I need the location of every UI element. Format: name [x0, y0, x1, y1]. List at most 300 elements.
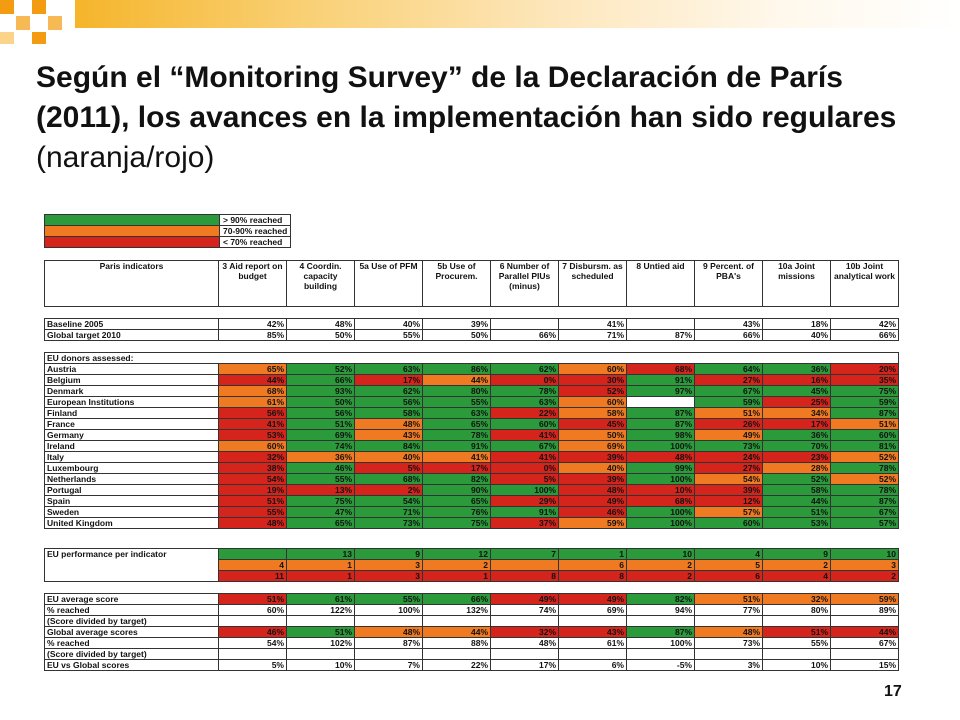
table-row — [45, 605, 899, 616]
data-cell: 52% — [287, 364, 355, 375]
data-cell: 48% — [355, 419, 423, 430]
data-cell: 67% — [831, 638, 899, 649]
data-cell: 16% — [763, 375, 831, 386]
performance-cell: 6 — [559, 560, 627, 571]
data-cell: 58% — [559, 408, 627, 419]
performance-cell: 11 — [219, 571, 287, 582]
table-row — [45, 649, 899, 660]
data-cell — [831, 649, 899, 660]
data-cell: 68% — [355, 474, 423, 485]
data-cell: 52% — [763, 474, 831, 485]
table-row — [45, 375, 899, 386]
legend-label: > 90% reached — [220, 215, 291, 226]
legend-row — [45, 226, 291, 237]
paris-survey-table — [36, 210, 905, 683]
color-legend — [44, 214, 291, 248]
data-cell: 88% — [423, 638, 491, 649]
data-cell — [763, 649, 831, 660]
performance-cell — [219, 549, 287, 560]
data-cell: 91% — [627, 375, 695, 386]
data-cell: 84% — [355, 441, 423, 452]
data-cell: 78% — [831, 463, 899, 474]
header-label: Paris indicators — [45, 261, 219, 307]
header-row — [45, 261, 899, 307]
performance-cell: 1 — [559, 549, 627, 560]
data-cell: 73% — [695, 638, 763, 649]
data-cell: 65% — [287, 518, 355, 529]
data-cell: 50% — [287, 330, 355, 341]
slide-number: 17 — [884, 683, 902, 700]
data-cell: 63% — [423, 408, 491, 419]
data-cell: 56% — [287, 408, 355, 419]
data-cell: -5% — [627, 660, 695, 671]
data-cell: 89% — [831, 605, 899, 616]
data-cell: 24% — [695, 452, 763, 463]
performance-cell: 8 — [559, 571, 627, 582]
donors-heading-row — [45, 353, 899, 364]
data-cell: 58% — [763, 485, 831, 496]
data-cell: 6% — [559, 660, 627, 671]
decor-square — [0, 0, 14, 14]
data-cell: 90% — [423, 485, 491, 496]
performance-cell: 3 — [831, 560, 899, 571]
table-row — [45, 616, 899, 627]
data-cell: 102% — [287, 638, 355, 649]
table-row — [45, 386, 899, 397]
data-cell: 13% — [287, 485, 355, 496]
data-cell: 46% — [287, 463, 355, 474]
table-row — [45, 397, 899, 408]
data-cell: 91% — [423, 441, 491, 452]
data-cell: 80% — [423, 386, 491, 397]
table-row — [45, 518, 899, 529]
data-cell: 55% — [355, 330, 423, 341]
data-cell: 49% — [559, 496, 627, 507]
data-cell: 23% — [763, 452, 831, 463]
data-cell: 66% — [423, 594, 491, 605]
data-cell: 39% — [559, 474, 627, 485]
row-label: Italy — [45, 452, 219, 463]
data-cell: 49% — [559, 594, 627, 605]
table-row — [45, 441, 899, 452]
data-cell: 48% — [355, 627, 423, 638]
data-cell: 51% — [287, 627, 355, 638]
baseline-targets — [44, 318, 899, 341]
data-cell — [355, 616, 423, 627]
table-row — [45, 430, 899, 441]
data-cell: 76% — [423, 507, 491, 518]
data-cell: 54% — [219, 638, 287, 649]
performance-cell: 10 — [627, 549, 695, 560]
data-cell: 67% — [831, 507, 899, 518]
row-label: (Score divided by target) — [45, 616, 219, 627]
data-cell: 17% — [491, 660, 559, 671]
data-cell: 51% — [219, 594, 287, 605]
data-cell: 48% — [695, 627, 763, 638]
data-cell: 26% — [695, 419, 763, 430]
data-cell: 40% — [355, 319, 423, 330]
data-cell: 100% — [491, 485, 559, 496]
data-cell: 48% — [627, 452, 695, 463]
performance-cell: 9 — [355, 549, 423, 560]
data-cell: 58% — [355, 408, 423, 419]
row-label: Baseline 2005 — [45, 319, 219, 330]
header-column: 5a Use of PFM — [355, 261, 423, 307]
decor-square — [16, 16, 30, 30]
data-cell: 42% — [219, 319, 287, 330]
data-cell: 10% — [287, 660, 355, 671]
data-cell: 40% — [559, 463, 627, 474]
data-cell: 99% — [627, 463, 695, 474]
row-label: European Institutions — [45, 397, 219, 408]
data-cell: 60% — [491, 419, 559, 430]
data-cell: 87% — [627, 330, 695, 341]
data-cell: 61% — [559, 638, 627, 649]
data-cell: 73% — [695, 441, 763, 452]
data-cell: 25% — [763, 397, 831, 408]
table-row — [45, 419, 899, 430]
data-cell: 87% — [831, 496, 899, 507]
data-cell: 17% — [423, 463, 491, 474]
data-cell — [219, 616, 287, 627]
decor-square — [0, 32, 14, 44]
table-row — [45, 474, 899, 485]
performance-cell — [491, 560, 559, 571]
data-cell: 55% — [423, 397, 491, 408]
data-cell: 66% — [287, 375, 355, 386]
data-cell: 50% — [287, 397, 355, 408]
performance-cell: 3 — [355, 571, 423, 582]
table-row — [45, 452, 899, 463]
data-cell: 10% — [763, 660, 831, 671]
data-cell: 69% — [287, 430, 355, 441]
data-cell: 80% — [763, 605, 831, 616]
data-cell: 47% — [287, 507, 355, 518]
table-row — [45, 485, 899, 496]
data-cell: 44% — [219, 375, 287, 386]
data-cell: 48% — [559, 485, 627, 496]
data-cell: 87% — [627, 408, 695, 419]
data-cell: 60% — [831, 430, 899, 441]
data-cell: 27% — [695, 375, 763, 386]
performance-cell: 2 — [627, 560, 695, 571]
data-cell: 5% — [219, 660, 287, 671]
data-cell: 32% — [219, 452, 287, 463]
data-cell: 42% — [831, 319, 899, 330]
data-cell: 77% — [695, 605, 763, 616]
data-cell: 100% — [355, 605, 423, 616]
data-cell — [627, 319, 695, 330]
row-label: Sweden — [45, 507, 219, 518]
data-cell — [287, 616, 355, 627]
performance-cell: 1 — [287, 571, 355, 582]
data-cell: 81% — [831, 441, 899, 452]
header-column: 10b Joint analytical work — [831, 261, 899, 307]
data-cell: 66% — [831, 330, 899, 341]
data-cell: 86% — [423, 364, 491, 375]
data-cell: 3% — [695, 660, 763, 671]
data-cell: 51% — [695, 408, 763, 419]
data-cell: 41% — [491, 430, 559, 441]
legend-swatch — [45, 215, 220, 226]
data-cell: 78% — [423, 430, 491, 441]
data-cell: 59% — [695, 397, 763, 408]
data-cell: 28% — [763, 463, 831, 474]
row-label: Germany — [45, 430, 219, 441]
eu-donors-table — [44, 352, 899, 529]
data-cell: 54% — [695, 474, 763, 485]
data-cell: 51% — [763, 507, 831, 518]
data-cell: 48% — [287, 319, 355, 330]
data-cell: 54% — [219, 474, 287, 485]
row-label: Portugal — [45, 485, 219, 496]
data-cell: 68% — [627, 496, 695, 507]
data-cell: 100% — [627, 507, 695, 518]
data-cell: 18% — [763, 319, 831, 330]
header-column: 8 Untied aid — [627, 261, 695, 307]
data-cell: 53% — [219, 430, 287, 441]
row-label: (Score divided by target) — [45, 649, 219, 660]
data-cell: 51% — [695, 594, 763, 605]
data-cell: 57% — [695, 507, 763, 518]
performance-cell: 2 — [423, 560, 491, 571]
table-row — [45, 330, 899, 341]
header-column: 9 Percent. of PBA's — [695, 261, 763, 307]
data-cell: 46% — [559, 507, 627, 518]
donors-heading: EU donors assessed: — [45, 353, 899, 364]
scores-table — [44, 593, 899, 671]
table-row — [45, 496, 899, 507]
data-cell: 122% — [287, 605, 355, 616]
data-cell: 37% — [491, 518, 559, 529]
data-cell: 55% — [219, 507, 287, 518]
row-label: Spain — [45, 496, 219, 507]
row-label: Denmark — [45, 386, 219, 397]
data-cell: 94% — [627, 605, 695, 616]
performance-cell: 13 — [287, 549, 355, 560]
data-cell: 43% — [559, 627, 627, 638]
performance-cell: 10 — [831, 549, 899, 560]
performance-cell: 7 — [491, 549, 559, 560]
data-cell: 38% — [219, 463, 287, 474]
data-cell: 59% — [831, 594, 899, 605]
data-cell: 66% — [491, 330, 559, 341]
data-cell: 50% — [559, 430, 627, 441]
row-label: EU vs Global scores — [45, 660, 219, 671]
data-cell: 30% — [559, 375, 627, 386]
header-gradient — [75, 0, 960, 28]
data-cell: 0% — [491, 375, 559, 386]
data-cell: 64% — [695, 364, 763, 375]
data-cell: 45% — [559, 419, 627, 430]
row-label: EU average score — [45, 594, 219, 605]
performance-cell: 9 — [763, 549, 831, 560]
data-cell: 63% — [491, 397, 559, 408]
data-cell: 60% — [559, 364, 627, 375]
title-normal: (naranja/rojo) — [36, 141, 215, 174]
decor-square — [32, 0, 46, 14]
data-cell: 51% — [763, 627, 831, 638]
data-cell: 36% — [287, 452, 355, 463]
data-cell: 41% — [219, 419, 287, 430]
table-row — [45, 594, 899, 605]
data-cell: 87% — [627, 627, 695, 638]
data-cell: 5% — [491, 474, 559, 485]
table-row — [45, 660, 899, 671]
header-column: 6 Number of Parallel PIUs (minus) — [491, 261, 559, 307]
data-cell: 78% — [491, 386, 559, 397]
legend-label: 70-90% reached — [220, 226, 291, 237]
performance-cell: 1 — [287, 560, 355, 571]
data-cell: 32% — [491, 627, 559, 638]
data-cell: 57% — [831, 518, 899, 529]
data-cell: 34% — [763, 408, 831, 419]
data-cell: 56% — [355, 397, 423, 408]
data-cell: 66% — [695, 330, 763, 341]
data-cell: 100% — [627, 638, 695, 649]
data-cell: 15% — [831, 660, 899, 671]
row-label: Netherlands — [45, 474, 219, 485]
data-cell: 61% — [287, 594, 355, 605]
data-cell — [559, 616, 627, 627]
data-cell: 91% — [491, 507, 559, 518]
data-cell: 43% — [355, 430, 423, 441]
data-cell: 36% — [763, 364, 831, 375]
data-cell: 12% — [695, 496, 763, 507]
row-label: Belgium — [45, 375, 219, 386]
header-column: 4 Coordin. capacity building — [287, 261, 355, 307]
data-cell: 51% — [219, 496, 287, 507]
performance-cell: 8 — [491, 571, 559, 582]
data-cell: 75% — [831, 386, 899, 397]
data-cell: 82% — [423, 474, 491, 485]
data-cell — [695, 616, 763, 627]
row-label: France — [45, 419, 219, 430]
performance-row — [45, 549, 899, 560]
table-row — [45, 638, 899, 649]
data-cell: 22% — [491, 408, 559, 419]
data-cell: 22% — [423, 660, 491, 671]
data-cell — [491, 616, 559, 627]
table-row — [45, 627, 899, 638]
row-label: Luxembourg — [45, 463, 219, 474]
performance-cell: 4 — [695, 549, 763, 560]
data-cell: 82% — [627, 594, 695, 605]
data-cell: 100% — [627, 518, 695, 529]
data-cell: 7% — [355, 660, 423, 671]
row-label: % reached — [45, 638, 219, 649]
row-label: United Kingdom — [45, 518, 219, 529]
data-cell: 53% — [763, 518, 831, 529]
data-cell: 71% — [559, 330, 627, 341]
data-cell: 61% — [219, 397, 287, 408]
data-cell — [831, 616, 899, 627]
data-cell: 17% — [355, 375, 423, 386]
data-cell: 45% — [763, 386, 831, 397]
performance-cell: 12 — [423, 549, 491, 560]
legend-swatch — [45, 237, 220, 248]
data-cell — [287, 649, 355, 660]
data-cell: 51% — [287, 419, 355, 430]
data-cell: 60% — [559, 397, 627, 408]
data-cell: 55% — [763, 638, 831, 649]
data-cell: 74% — [491, 605, 559, 616]
data-cell: 65% — [219, 364, 287, 375]
data-cell: 0% — [491, 463, 559, 474]
data-cell — [627, 397, 695, 408]
data-cell: 97% — [627, 386, 695, 397]
data-cell: 44% — [423, 627, 491, 638]
data-cell: 5% — [355, 463, 423, 474]
decorative-header-bar — [0, 0, 960, 45]
data-cell: 2% — [355, 485, 423, 496]
data-cell: 29% — [491, 496, 559, 507]
data-cell: 65% — [423, 419, 491, 430]
data-cell: 39% — [559, 452, 627, 463]
table-row — [45, 507, 899, 518]
data-cell: 100% — [627, 474, 695, 485]
data-cell — [355, 649, 423, 660]
data-cell: 71% — [355, 507, 423, 518]
data-cell: 62% — [491, 364, 559, 375]
row-label: % reached — [45, 605, 219, 616]
data-cell — [423, 649, 491, 660]
performance-cell: 1 — [423, 571, 491, 582]
performance-label: EU performance per indicator — [45, 549, 219, 582]
table-row — [45, 463, 899, 474]
data-cell: 73% — [355, 518, 423, 529]
data-cell — [627, 649, 695, 660]
row-label: Austria — [45, 364, 219, 375]
eu-performance-table — [44, 548, 899, 582]
slide-title — [36, 58, 936, 178]
data-cell: 87% — [831, 408, 899, 419]
table-row — [45, 319, 899, 330]
data-cell — [423, 616, 491, 627]
legend-swatch — [45, 226, 220, 237]
performance-cell: 2 — [627, 571, 695, 582]
data-cell — [559, 649, 627, 660]
data-cell: 41% — [423, 452, 491, 463]
data-cell: 50% — [423, 330, 491, 341]
data-cell: 41% — [559, 319, 627, 330]
data-cell: 52% — [559, 386, 627, 397]
performance-cell: 5 — [695, 560, 763, 571]
data-cell: 78% — [831, 485, 899, 496]
data-cell — [763, 616, 831, 627]
row-label: Ireland — [45, 441, 219, 452]
data-cell: 56% — [219, 408, 287, 419]
data-cell: 46% — [219, 627, 287, 638]
table-row — [45, 408, 899, 419]
data-cell: 70% — [763, 441, 831, 452]
data-cell: 67% — [491, 441, 559, 452]
decor-square — [48, 16, 62, 30]
data-cell: 41% — [491, 452, 559, 463]
data-cell: 69% — [559, 605, 627, 616]
data-cell: 63% — [355, 364, 423, 375]
data-cell: 62% — [355, 386, 423, 397]
row-label: Global target 2010 — [45, 330, 219, 341]
data-cell: 74% — [287, 441, 355, 452]
data-cell: 87% — [627, 419, 695, 430]
performance-cell: 3 — [355, 560, 423, 571]
performance-cell: 2 — [763, 560, 831, 571]
header-column: 7 Disbursm. as scheduled — [559, 261, 627, 307]
performance-cell: 2 — [831, 571, 899, 582]
title-bold: Según el “Monitoring Survey” de la Declaración de París (2011), los avances en la implementación han sido regulares — [36, 61, 897, 134]
data-cell: 60% — [219, 441, 287, 452]
